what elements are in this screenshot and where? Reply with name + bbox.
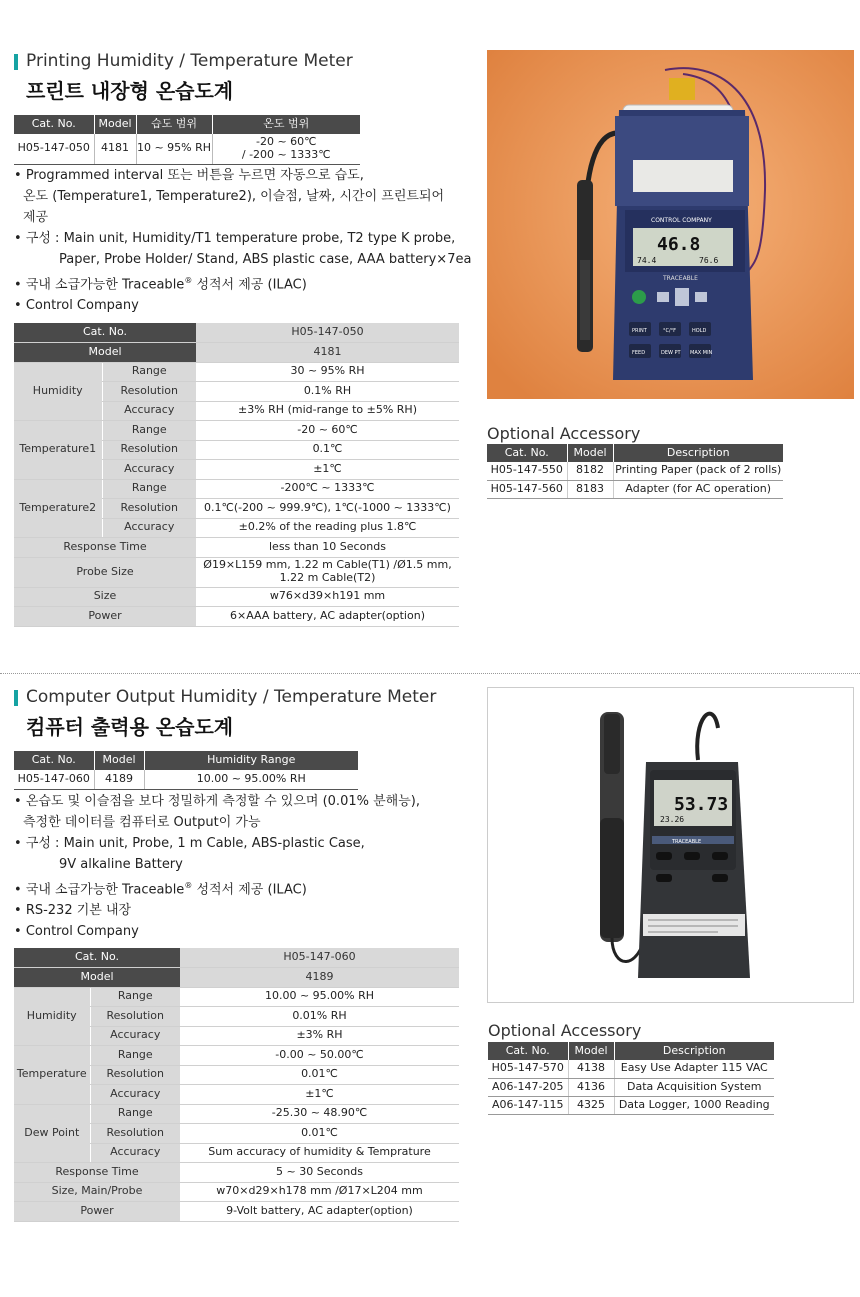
spec-value: less than 10 Seconds (196, 538, 459, 558)
feature-item: • 국내 소급가능한 Traceable® 성적서 제공 (ILAC) (14, 881, 307, 898)
feature-item (14, 207, 474, 228)
spec-value: -25.30 ~ 48.90℃ (180, 1104, 459, 1124)
feature-text: 국내 소급가능한 Traceable (25, 882, 185, 898)
spec-value: ±1℃ (196, 460, 459, 480)
opt-row (488, 1060, 774, 1078)
feature-item: • 온습도 및 이슬점을 보다 정밀하게 측정할 수 있으며 (0.01% 분해능), (14, 794, 420, 809)
summary-temp (212, 134, 360, 164)
section1-optional-title: Optional Accessory (487, 424, 641, 443)
spec-cat-label: Cat. No. (14, 323, 196, 343)
opt-cat: A06-147-115 (488, 1096, 568, 1114)
spec-accuracy-label: Accuracy (102, 518, 196, 538)
section2-features (14, 791, 474, 942)
summary-header-cat: Cat. No. (14, 751, 94, 770)
feature-text: 구성 : Main unit, Humidity/T1 temperature probe, T2 type K probe, (25, 231, 456, 246)
feature-text: 국내 소급가능한 Traceable (25, 277, 185, 293)
opt-desc: Adapter (for AC operation) (613, 480, 783, 498)
spec-value: ±1℃ (180, 1085, 459, 1105)
opt-cat: H05-147-560 (487, 480, 567, 498)
feature-text: 성적서 제공 (ILAC) (192, 277, 307, 293)
feature-item (14, 249, 474, 270)
spec-resolution-label: Resolution (102, 499, 196, 519)
product-photo-computer-meter (487, 687, 854, 1003)
spec-accuracy-label: Accuracy (90, 1085, 180, 1105)
spec-range-label: Range (90, 1104, 180, 1124)
summary-humidity: 10.00 ~ 95.00% RH (144, 770, 358, 789)
section1-heading (14, 51, 434, 101)
feature-text: Control Company (25, 924, 139, 940)
feature-text: 온도 (Temperature1, Temperature2), 이슬점, 날짜, 시간이 프린트되어 (23, 189, 445, 204)
summary-header-humidity: 습도 범위 (136, 115, 212, 134)
feature-item: • 구성 : Main unit, Probe, 1 m Cable, ABS-plastic Case, (14, 836, 365, 851)
feature-item (14, 186, 474, 207)
section1-title-en: Printing Humidity / Temperature Meter (26, 51, 353, 71)
spec-size-label: Size, Main/Probe (14, 1182, 180, 1202)
opt-desc: Easy Use Adapter 115 VAC (614, 1060, 774, 1078)
spec-dewpoint-label: Dew Point (14, 1104, 90, 1163)
opt-row (488, 1078, 774, 1096)
spec-temp1-label: Temperature1 (14, 421, 102, 480)
spec-accuracy-label: Accuracy (102, 460, 196, 480)
opt-model: 8182 (567, 462, 613, 480)
spec-value: 9-Volt battery, AC adapter(option) (180, 1202, 459, 1222)
opt-row (488, 1096, 774, 1114)
spec-probe-line2: 1.22 m Cable(T2) (279, 571, 376, 584)
summary-model: 4189 (94, 770, 144, 789)
spec-accuracy-label: Accuracy (102, 401, 196, 421)
spec-humidity-label: Humidity (14, 987, 90, 1046)
section2-title-ko: 컴퓨터 출력용 온습도계 (26, 715, 234, 739)
spec-probe-label: Probe Size (14, 557, 196, 587)
summary-temp-line2: / -200 ~ 1333℃ (241, 147, 331, 161)
spec-response-label: Response Time (14, 1163, 180, 1183)
section2-optional-table (488, 1042, 774, 1115)
section2-summary-table (14, 751, 358, 790)
section-divider (0, 673, 860, 674)
spec-value: -20 ~ 60℃ (196, 421, 459, 441)
opt-row (487, 462, 783, 480)
section2-optional-title: Optional Accessory (488, 1021, 642, 1040)
summary-cat: H05-147-060 (14, 770, 94, 789)
summary-temp-line1: -20 ~ 60℃ (255, 135, 317, 149)
summary-header-humidity: Humidity Range (144, 751, 358, 770)
spec-value: 0.01℃ (180, 1124, 459, 1144)
spec-value: ±0.2% of the reading plus 1.8℃ (196, 518, 459, 538)
opt-desc: Data Acquisition System (614, 1078, 774, 1096)
device-sub-reading-1: 74.4 (637, 256, 657, 265)
feature-text: 제공 (23, 210, 49, 225)
device-brand-text: CONTROL COMPANY (651, 217, 712, 224)
opt-model: 4136 (568, 1078, 614, 1096)
summary-header-model: Model (94, 751, 144, 770)
feature-item: • Programmed interval 또는 버튼을 누르면 자동으로 습도, (14, 168, 364, 183)
opt-header-desc: Description (614, 1042, 774, 1060)
spec-value: ±3% RH (180, 1026, 459, 1046)
btn-cf-label: °C/°F (663, 328, 677, 334)
spec-power-label: Power (14, 607, 196, 627)
feature-text: 9V alkaline Battery (59, 857, 183, 872)
device-model-text: TRACEABLE (663, 275, 698, 282)
opt-cat: A06-147-205 (488, 1078, 568, 1096)
registered-mark: ® (184, 276, 193, 285)
product-photo-printing-meter (487, 50, 854, 399)
spec-value: 0.01℃ (180, 1065, 459, 1085)
heading-accent-bar (14, 690, 18, 706)
summary-header-cat: Cat. No. (14, 115, 94, 134)
spec-humidity-label: Humidity (14, 362, 102, 421)
spec-model-value: 4189 (180, 968, 459, 988)
feature-item (14, 854, 474, 875)
spec-value: 0.1℃ (196, 440, 459, 460)
section1-features (14, 165, 474, 316)
feature-text: 온습도 및 이슬점을 보다 정밀하게 측정할 수 있으며 (0.01% 분해능), (25, 794, 420, 809)
spec-value: 30 ~ 95% RH (196, 362, 459, 382)
opt-header-cat: Cat. No. (487, 444, 567, 462)
spec-value: w76×d39×h191 mm (196, 587, 459, 607)
spec-value: Sum accuracy of humidity & Temprature (180, 1143, 459, 1163)
opt-model: 4138 (568, 1060, 614, 1078)
section2-title-en: Computer Output Humidity / Temperature Meter (26, 687, 437, 707)
power-button-icon (632, 290, 646, 304)
spec-resolution-label: Resolution (90, 1124, 180, 1144)
spec-range-label: Range (102, 479, 196, 499)
opt-desc: Data Logger, 1000 Reading (614, 1096, 774, 1114)
spec-cat-label: Cat. No. (14, 948, 180, 968)
spec-probe-line1: Ø19×L159 mm, 1.22 m Cable(T1) /Ø1.5 mm, (203, 558, 452, 572)
spec-cat-value: H05-147-050 (196, 323, 459, 343)
opt-model: 8183 (567, 480, 613, 498)
summary-model: 4181 (94, 134, 136, 164)
spec-accuracy-label: Accuracy (90, 1026, 180, 1046)
section1-spec-table (14, 323, 459, 627)
opt-header-cat: Cat. No. (488, 1042, 568, 1060)
opt-cat: H05-147-570 (488, 1060, 568, 1078)
computer-meter-illustration (488, 688, 853, 1002)
feature-item: • 구성 : Main unit, Humidity/T1 temperature probe, T2 type K probe, (14, 231, 456, 246)
spec-resolution-label: Resolution (102, 440, 196, 460)
section1-optional-table (487, 444, 783, 499)
feature-item: • Control Company (14, 924, 139, 940)
device-sub-reading: 23.26 (660, 815, 685, 824)
opt-desc: Printing Paper (pack of 2 rolls) (613, 462, 783, 480)
btn-dewpt-label: DEW PT (661, 350, 681, 356)
feature-text: 측정한 데이터를 컴퓨터로 Output이 가능 (23, 815, 261, 830)
spec-value: ±3% RH (mid-range to ±5% RH) (196, 401, 459, 421)
spec-value: 6×AAA battery, AC adapter(option) (196, 607, 459, 627)
feature-item: • 국내 소급가능한 Traceable® 성적서 제공 (ILAC) (14, 276, 307, 293)
opt-row (487, 480, 783, 498)
btn-maxmin-label: MAX MIN (690, 350, 713, 356)
opt-header-model: Model (568, 1042, 614, 1060)
section1-title-ko: 프린트 내장형 온습도계 (26, 79, 234, 103)
registered-mark: ® (184, 881, 193, 890)
printing-meter-illustration (487, 50, 854, 399)
spec-temp2-label: Temperature2 (14, 479, 102, 538)
device-main-reading: 46.8 (657, 234, 701, 255)
opt-cat: H05-147-550 (487, 462, 567, 480)
spec-accuracy-label: Accuracy (90, 1143, 180, 1163)
feature-item (14, 812, 474, 833)
feature-text: 구성 : Main unit, Probe, 1 m Cable, ABS-plastic Case, (25, 836, 365, 851)
btn-hold-label: HOLD (692, 328, 707, 334)
spec-value: w70×d29×h178 mm /Ø17×L204 mm (180, 1182, 459, 1202)
summary-cat: H05-147-050 (14, 134, 94, 164)
spec-model-label: Model (14, 968, 180, 988)
heading-accent-bar (14, 54, 18, 70)
spec-value: 0.1% RH (196, 382, 459, 402)
spec-range-label: Range (102, 421, 196, 441)
feature-item: • Control Company (14, 298, 139, 314)
feature-text: Control Company (25, 298, 139, 314)
device-sub-reading-2: 76.6 (699, 256, 719, 265)
spec-range-label: Range (102, 362, 196, 382)
spec-power-label: Power (14, 1202, 180, 1222)
feature-text: Paper, Probe Holder/ Stand, ABS plastic case, AAA battery×7ea (59, 252, 472, 267)
summary-header-model: Model (94, 115, 136, 134)
device-model-text: TRACEABLE (672, 839, 702, 845)
spec-resolution-label: Resolution (90, 1065, 180, 1085)
spec-value: 10.00 ~ 95.00% RH (180, 987, 459, 1007)
spec-model-label: Model (14, 343, 196, 363)
device-main-reading: 53.73 (674, 794, 729, 815)
spec-value: 0.01% RH (180, 1007, 459, 1027)
opt-header-desc: Description (613, 444, 783, 462)
spec-temp-label: Temperature (14, 1046, 90, 1105)
spec-model-value: 4181 (196, 343, 459, 363)
btn-feed-label: FEED (632, 350, 646, 356)
spec-cat-value: H05-147-060 (180, 948, 459, 968)
btn-print-label: PRINT (632, 328, 647, 334)
spec-resolution-label: Resolution (90, 1007, 180, 1027)
spec-range-label: Range (90, 1046, 180, 1066)
spec-range-label: Range (90, 987, 180, 1007)
feature-text: RS-232 기본 내장 (25, 903, 132, 919)
feature-text: 성적서 제공 (ILAC) (192, 882, 307, 898)
spec-value: 5 ~ 30 Seconds (180, 1163, 459, 1183)
summary-header-temp: 온도 범위 (212, 115, 360, 134)
spec-value: -0.00 ~ 50.00℃ (180, 1046, 459, 1066)
spec-response-label: Response Time (14, 538, 196, 558)
spec-value: 0.1℃(-200 ~ 999.9℃), 1℃(-1000 ~ 1333℃) (196, 499, 459, 519)
section1-summary-table (14, 115, 360, 165)
spec-probe-value (196, 557, 459, 587)
feature-text: Programmed interval 또는 버튼을 누르면 자동으로 습도, (25, 168, 364, 183)
spec-size-label: Size (14, 587, 196, 607)
spec-resolution-label: Resolution (102, 382, 196, 402)
section2-heading (14, 687, 474, 737)
section2-spec-table (14, 948, 459, 1222)
feature-item: • RS-232 기본 내장 (14, 903, 132, 919)
spec-value: -200℃ ~ 1333℃ (196, 479, 459, 499)
opt-model: 4325 (568, 1096, 614, 1114)
opt-header-model: Model (567, 444, 613, 462)
summary-humidity: 10 ~ 95% RH (136, 134, 212, 164)
